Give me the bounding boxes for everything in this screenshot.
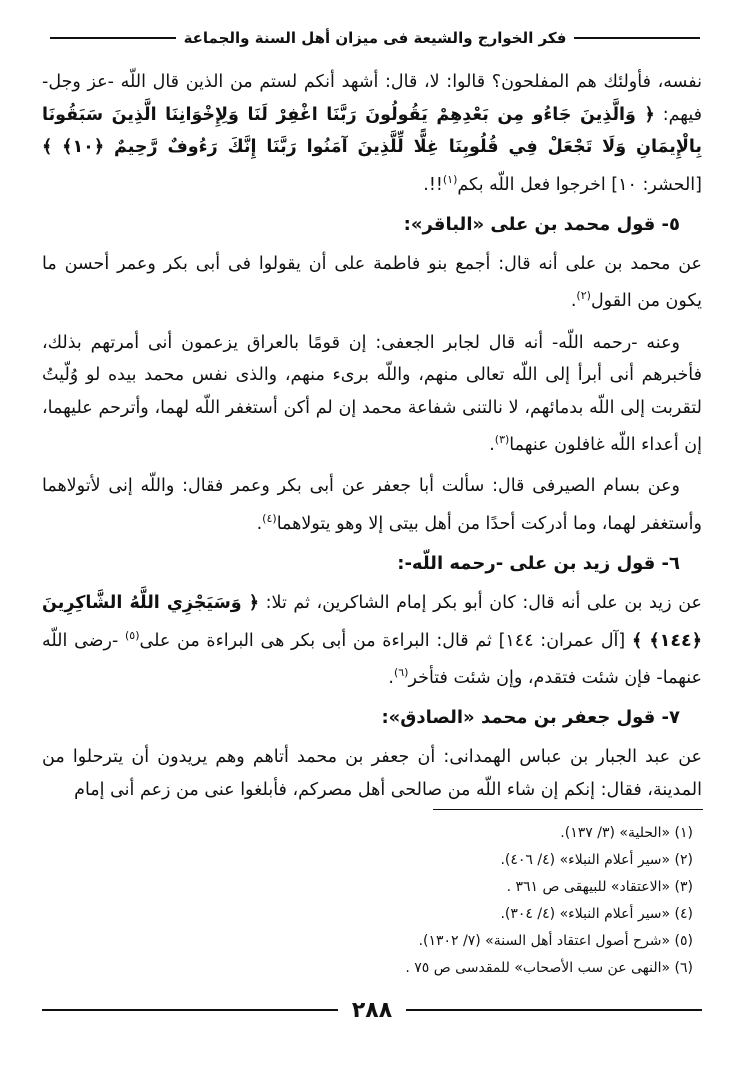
footnote: (١) «الحلية» (٣/ ١٣٧).	[560, 825, 693, 841]
footnote-marker: (١)	[442, 172, 458, 186]
paragraph: عن محمد بن على أنه قال: أجمع بنو فاطمة على أن يقولوا فى أبى بكر وعمر أحسن ما يكون من القول$^{(٢)}$.	[42, 253, 702, 312]
footnote: (٣) «الاعتقاد» للبيهقى ص ٣٦١ .	[506, 879, 693, 895]
main-text	[42, 66, 702, 806]
footnote-marker: (٥)	[124, 628, 140, 642]
footer-rule-left	[42, 1009, 338, 1011]
text-segment: وعن بسام الصيرفى قال: سألت أبا جعفر عن أبى بكر وعمر فقال: واللّه إنى لأتولاهما وأستغفر لهما، وما أدركت أحدًا من أهل بيتى إلا وهو يتولاهما	[42, 476, 702, 534]
footnotes-list	[43, 820, 703, 982]
text-segment: -رضى اللّه عنهما- فإن شئت فتقدم، وإن شئت فتأخر	[42, 630, 702, 688]
section-heading-7: ٧- قول جعفر بن محمد «الصادق»:	[381, 707, 680, 729]
footnote-marker: (٤)	[262, 511, 277, 525]
text-segment: !!.	[423, 174, 443, 195]
footer-rule-right	[406, 1009, 702, 1011]
footnote-marker: (٦)	[393, 666, 409, 680]
section-heading-5: ٥- قول محمد بن على «الباقر»:	[403, 213, 680, 235]
paragraph	[42, 741, 702, 806]
footnote: (٢) «سير أعلام النبلاء» (٤/ ٤٠٦).	[500, 852, 693, 868]
text-segment: عن عبد الجبار بن عباس الهمدانى: أن جعفر بن محمد أتاهم وهم يريدون أن يترحلوا من المدينة، فقال: إنكم إن شاء اللّه من صالحى أهل مصركم، فأبلغوا عنى من زعم أنى إمام	[42, 747, 702, 800]
paragraph: وعنه -رحمه اللّه- أنه قال لجابر الجعفى: إن قومًا بالعراق يزعمون أنى أمرتهم بذلك، فأخبرهم أنى أبرأ إلى اللّه تعالى منهم، واللّه برىء منهم، والذى نفس محمد بيده لو وُلّيتُ لتقربت إلى اللّه بدمائهم، لا نالتنى شفاعة محمد إن لم أكن أستغفر اللّه لهما، وأترحم عليهما، إن أعداء اللّه غافلون عنهما$^{(٣)}$.	[42, 332, 702, 455]
page-footer	[42, 996, 702, 1024]
footnote: (٤) «سير أعلام النبلاء» (٤/ ٣٠٤).	[500, 906, 693, 922]
quran-verse: ﴿ وَسَيَجْزِي اللَّهُ الشَّاكِرِينَ ﴿١٤٤﴾ ﴾	[42, 593, 702, 651]
header-rule-left	[50, 37, 176, 39]
header-title: فكر الخوارج والشيعة فى ميزان أهل السنة والجماعة	[183, 29, 567, 47]
header-rule-right	[574, 37, 700, 39]
running-header	[50, 22, 700, 54]
footnote: (٥) «شرح أصول اعتقاد أهل السنة» (٧/ ١٣٠٢).	[418, 933, 693, 949]
page-number: ٢٨٨	[351, 997, 393, 1023]
text-segment: عن محمد بن على أنه قال: أجمع بنو فاطمة على أن يقولوا فى أبى بكر وعمر أحسن ما يكون من القول	[42, 253, 702, 312]
footnote-marker: (٣)	[494, 433, 510, 447]
text-segment: [الحشر: ١٠] اخرجوا فعل اللّه بكم	[457, 174, 702, 195]
section-heading-6: ٦- قول زيد بن على -رحمه اللّه-:	[397, 553, 680, 575]
footnote-marker: (٢)	[576, 289, 591, 303]
paragraph-continuation	[42, 66, 702, 201]
text-segment: عن زيد بن على أنه قال: كان أبو بكر إمام الشاكرين، ثم تلا:	[265, 593, 702, 614]
text-segment: نفسه، فأولئك هم المفلحون؟ قالوا: لا، قال: أشهد أنكم لستم من الذين قال اللّه -عز وجل- فيهم:	[42, 72, 702, 125]
text-segment: [آل عمران: ١٤٤] ثم قال: البراءة من أبى بكر هى البراءة من على	[139, 630, 626, 651]
paragraph: عن زيد بن على أنه قال: كان أبو بكر إمام الشاكرين، ثم تلا: ﴿ وَسَيَجْزِي اللَّهُ الشَّاكِرِينَ ﴿١٤٤﴾ ﴾ [آل عمران: ١٤٤] ثم قال: البراءة من أبى بكر هى البراءة من على$^{(٥)}$ -رضى اللّه عنهما- فإن شئت فتقدم، وإن شئت فتأخر$^{(٦)}$.	[42, 593, 702, 688]
paragraph: وعن بسام الصيرفى قال: سألت أبا جعفر عن أبى بكر وعمر فقال: واللّه إنى لأتولاهما وأستغفر لهما، وما أدركت أحدًا من أهل بيتى إلا وهو يتولاهما$^{(٤)}$.	[42, 476, 702, 534]
footnote-separator	[433, 809, 703, 810]
text-segment: وعنه -رحمه اللّه- أنه قال لجابر الجعفى: إن قومًا بالعراق يزعمون أنى أمرتهم بذلك، فأخبرهم أنى أبرأ إلى اللّه تعالى منهم، واللّه برىء منهم، والذى نفس محمد بيده لو وُلّيتُ لتقربت إلى اللّه بدمائهم، لا نالتنى شفاعة محمد إن لم أكن أستغفر اللّه لهما، وأترحم عليهما، إن أعداء اللّه غافلون عنهما	[42, 332, 702, 455]
quran-verse: ﴿ وَالَّذِينَ جَاءُو مِن بَعْدِهِمْ يَقُولُونَ رَبَّنَا اغْفِرْ لَنَا وَلِإِخْوَانِنَا الَّذِينَ سَبَقُونَا بِالْإِيمَانِ وَلَا تَجْعَلْ فِي قُلُوبِنَا غِلًّا لِّلَّذِينَ آمَنُوا رَبَّنَا إِنَّكَ رَءُوفٌ رَّحِيمٌ ﴿١٠﴾ ﴾	[42, 104, 702, 157]
footnote: (٦) «النهى عن سب الأصحاب» للمقدسى ص ٧٥ .	[405, 960, 693, 976]
